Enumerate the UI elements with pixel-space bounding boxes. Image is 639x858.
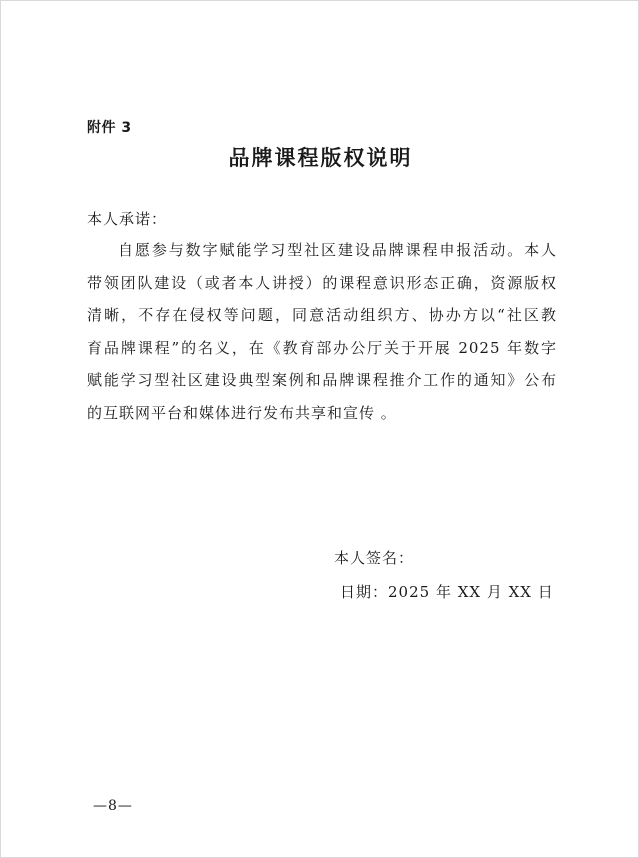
attachment-label: 附件 3 [87,120,132,136]
page-number: —8— [93,798,133,814]
document-title: 品牌课程版权说明 [228,145,413,170]
promise-label: 本人承诺： [87,210,168,228]
body-line: 带领团队建设（或者本人讲授）的课程意识形态正确，资源版权 [87,273,557,292]
body-line: 育品牌课程”的名义，在《教育部办公厅关于开展 2025 年数字 [87,338,557,357]
date-line: 日期：2025 年 XX 月 XX 日 [340,583,554,601]
body-line: 自愿参与数字赋能学习型社区建设品牌课程申报活动。本人 [118,241,557,259]
body-line: 赋能学习型社区建设典型案例和品牌课程推介工作的通知》公布 [87,371,557,389]
body-paragraph [87,234,557,429]
body-line: 清晰，不存在侵权等问题，同意活动组织方、协办方以“社区教 [87,306,557,324]
body-line: 的互联网平台和媒体进行发布共享和宣传 。 [87,403,397,422]
signature-label: 本人签名： [334,549,415,567]
